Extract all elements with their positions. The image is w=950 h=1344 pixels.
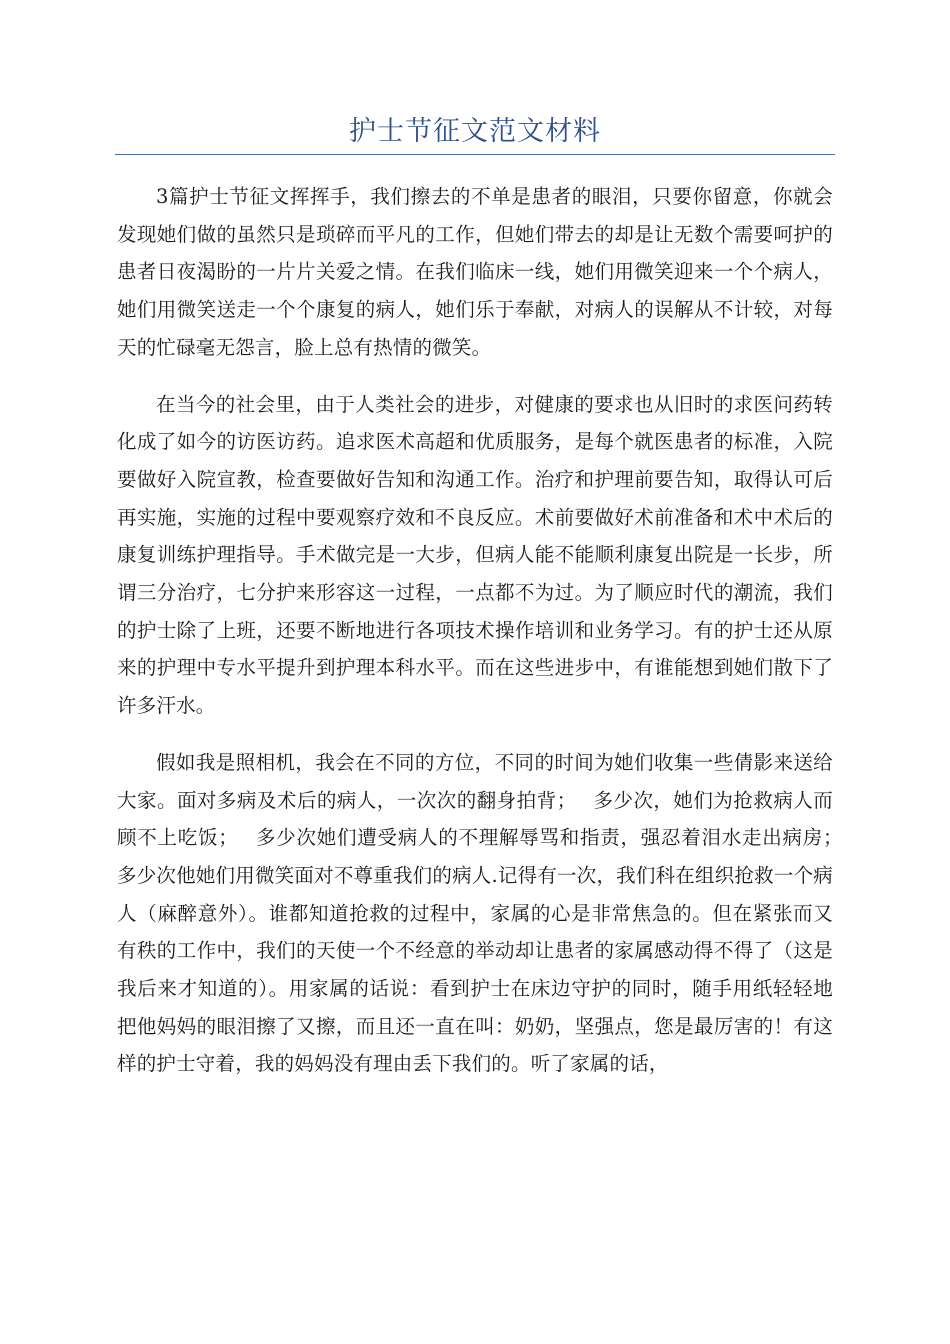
- paragraph-1: 3篇护士节征文挥挥手，我们擦去的不单是患者的眼泪，只要你留意，你就会发现她们做的虽然只是琐碎而平凡的工作，但她们带去的却是让无数个需要呵护的患者日夜渴盼的一片片关爱之情。在我们临床一线，她们用微笑迎来一个个病人，她们用微笑送走一个个康复的病人，她们乐于奉献，对病人的误解从不计较，对每天的忙碌毫无怨言，脸上总有热情的微笑。: [117, 185, 833, 359]
- document-body: [117, 178, 860, 1102]
- paragraph-2: 在当今的社会里，由于人类社会的进步，对健康的要求也从旧时的求医问药转化成了如今的访医访药。追求医术高超和优质服务，是每个就医患者的标准，入院要做好入院宣教，检查要做好告知和沟通工作。治疗和护理前要告知，取得认可后再实施，实施的过程中要观察疗效和不良反应。术前要做好术前准备和术中术后的康复训练护理指导。手术做完是一大步，但病人能不能顺利康复出院是一长步，所谓三分治疗，七分护来形容这一过程，一点都不为过。为了顺应时代的潮流，我们的护士除了上班，还要不断地进行各项技术操作培训和业务学习。有的护士还从原来的护理中专水平提升到护理本科水平。而在这些进步中，有谁能想到她们散下了许多汗水。: [117, 392, 833, 718]
- paragraph-3: 假如我是照相机，我会在不同的方位，不同的时间为她们收集一些倩影来送给大家。面对多病及术后的病人，一次次的翻身拍背； 多少次，她们为抢救病人而顾不上吃饭； 多少次她们遭受病人的不理解辱骂和指责，强忍着泪水走出病房； 多少次他她们用微笑面对不尊重我们的病人.记得有一次，我们科在组织抢救一个病人（麻醉意外）。谁都知道抢救的过程中，家属的心是非常焦急的。但在紧张而又有秩的工作中，我们的天使一个不经意的举动却让患者的家属感动得不得了（这是我后来才知道的）。用家属的话说：看到护士在床边守护的同时，随手用纸轻轻地把他妈妈的眼泪擦了又擦，而且还一直在叫：奶奶，坚强点，您是最厉害的！有这样的护士守着，我的妈妈没有理由丢下我们的。听了家属的话，: [117, 750, 860, 1076]
- document-title: 护士节征文范文材料: [349, 116, 601, 147]
- title-underline: [115, 154, 835, 155]
